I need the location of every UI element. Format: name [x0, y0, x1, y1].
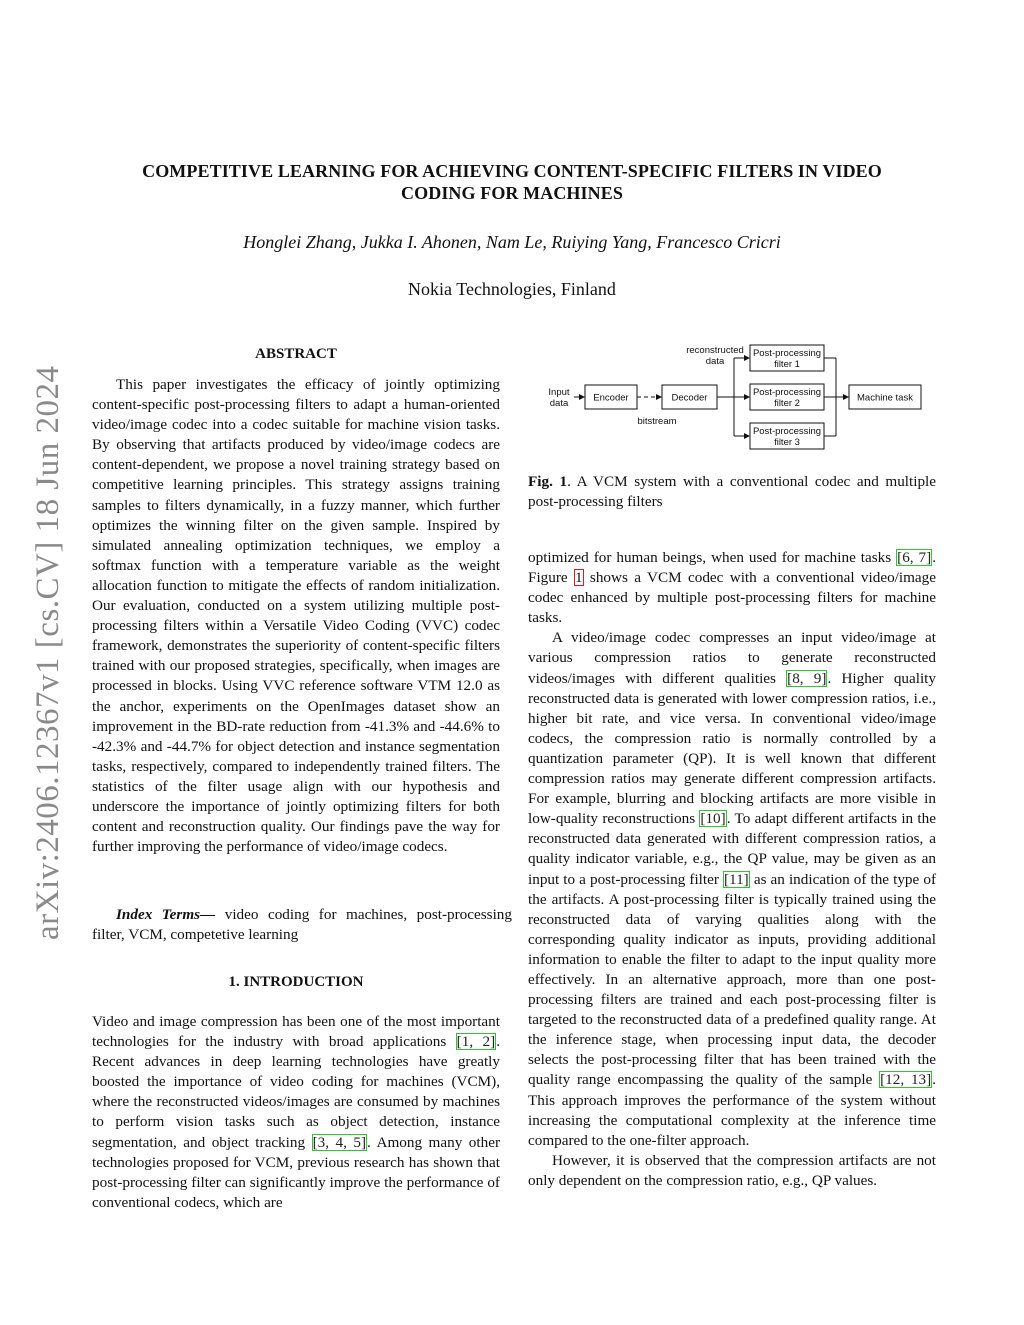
bitstream-label: bitstream: [637, 416, 677, 427]
body-text: However, it is observed that the compression artifacts are not only dependent on the compression ratio, e.g., QP values.: [528, 1151, 936, 1189]
right-column-body: [528, 548, 936, 1191]
intro-text: . Recent advances in deep learning technologies have greatly boosted the importance of video coding for machines (VCM), where the reconstructed videos/images are consumed by machines to perform vision tasks such as object detection, instance segmentation, and object tracking: [92, 1033, 500, 1151]
intro-text: . Among many other technologies proposed for VCM, previous research has shown that post-processing filter can significantly improve the performance of conventional codecs, which are: [92, 1133, 500, 1211]
body-text: . Figure: [528, 549, 936, 587]
body-text: shows a VCM codec with a conventional video/image codec enhanced by multiple post-processing filters for machine tasks.: [528, 569, 936, 627]
title-line-1: COMPETITIVE LEARNING FOR ACHIEVING CONTENT-SPECIFIC FILTERS IN VIDEO: [142, 161, 882, 181]
index-terms-label: Index Terms—: [116, 906, 216, 923]
title-line-2: CODING FOR MACHINES: [401, 183, 623, 203]
intro-body: [92, 1012, 500, 1213]
citation-link[interactable]: [12, 13]: [880, 1071, 932, 1089]
index-terms: [92, 905, 512, 945]
authors: Honglei Zhang, Jukka I. Ahonen, Nam Le, Ruiying Yang, Francesco Cricri: [243, 232, 781, 252]
citation-link[interactable]: [3, 4, 5]: [312, 1133, 367, 1151]
decoder-label: Decoder: [671, 392, 708, 404]
caption-text: . A VCM system with a conventional codec and multiple post-processing filters: [528, 473, 936, 511]
figure-1-diagram: [528, 337, 936, 457]
ppf3-label: filter 3: [774, 437, 800, 448]
citation-link[interactable]: [1, 2]: [456, 1033, 496, 1051]
input-data-label: data: [549, 398, 569, 409]
paper-title: [80, 160, 944, 204]
abstract-heading: ABSTRACT: [255, 346, 337, 362]
index-terms-text: video coding for machines, post-processing filter, VCM, competetive learning: [92, 906, 512, 944]
abstract-body: [92, 375, 500, 857]
arxiv-watermark: arXiv:2406.12367v1 [cs.CV] 18 Jun 2024: [30, 365, 66, 940]
citation-link[interactable]: [10]: [700, 810, 726, 828]
reconstructed-label: reconstructed: [686, 345, 744, 356]
abstract-text: This paper investigates the efficacy of jointly optimizing content-specific post-processing filters to adapt a human-oriented video/image codec into a codec suitable for machine vision tasks. By observing that artifacts produced by video/image codecs are content-dependent, we propose a novel training strategy based on competitive learning principles. This strategy assigns training samples to filters dynamically, in a fuzzy manner, which further optimizes the winning filter on the given sample. Inspired by simulated annealing optimization techniques, we employ a softmax function with a temperature variable as the weight allocation function to mitigate the effects of random initialization. Our evaluation, conducted on a system utilizing multiple post-processing filters within a Versatile Video Coding (VVC) codec framework, demonstrates the superiority of content-specific filters trained with our proposed strategies, specifically, when images are processed in blocks. Using VVC reference software VTM 12.0 as the anchor, experiments on the OpenImages dataset show an improvement in the BD-rate reduction from -41.3% and -44.6% to -42.3% and -44.7% for object detection and instance segmentation tasks, respectively, compared to independently trained filters. The statistics of the filter usage align with our hypothesis and underscore the importance of jointly optimizing filters for both content and reconstruction quality. Our findings pave the way for further improving the performance of video/image codecs.: [92, 376, 500, 856]
figure-ref-link[interactable]: 1: [575, 569, 583, 587]
body-text: A video/image codec compresses an input video/image at various compression ratios to generate reconstructed videos/images with different qualities: [528, 629, 936, 687]
citation-link[interactable]: [11]: [724, 870, 749, 888]
input-label: Input: [548, 387, 570, 398]
body-text: optimized for human beings, when used for machine tasks: [528, 549, 897, 566]
ppf2-label: filter 2: [774, 398, 800, 409]
vcm-system-diagram: [528, 337, 936, 457]
citation-link[interactable]: [6, 7]: [897, 549, 932, 566]
body-text: . To adapt different artifacts in the reconstructed data generated with different compression ratios, a quality indicator variable, e.g., the QP value, may be given as an input to a post-processing filter: [528, 810, 936, 888]
affiliation: Nokia Technologies, Finland: [408, 279, 616, 299]
encoder-label: Encoder: [593, 392, 629, 404]
intro-heading: 1. INTRODUCTION: [228, 974, 364, 990]
caption-label: Fig. 1: [528, 473, 568, 490]
reconstructed-data-label: data: [705, 356, 725, 367]
ppf1-title: Post-processing: [752, 348, 822, 359]
body-text: as an indication of the type of the artifacts. A post-processing filter is typically trained using the reconstructed data of varying qualities along with the corresponding quality indicator as inputs, providing additional information to enable the filter to adapt to the input quality more effectively. In an alternative approach, more than one post-processing filters are trained and each post-processing filter is targeted to the reconstructed data of a predefined quality range. At the inference stage, when processing input data, the decoder selects the post-processing filter that has been trained with the quality range encompassing the quality of the sample: [528, 870, 936, 1089]
ppf3-title: Post-processing: [752, 426, 822, 437]
machine-task-label: Machine task: [857, 392, 913, 404]
figure-1-caption: [528, 472, 936, 512]
ppf1-label: filter 1: [774, 359, 800, 370]
body-text: . Higher quality reconstructed data is generated with lower compression ratios, i.e., higher bit rate, and vice versa. In conventional video/image codecs, the compression ratio is normally controlled by a quantization parameter (QP). It is well known that different compression ratios may generate different compression artifacts. For example, blurring and blocking artifacts are more visible in low-quality reconstructions: [528, 669, 936, 828]
citation-link[interactable]: [8, 9]: [787, 669, 827, 687]
body-text: . This approach improves the performance of the system without increasing the computational complexity at the inference time compared to the one-filter approach.: [528, 1071, 936, 1149]
ppf2-title: Post-processing: [752, 387, 822, 398]
intro-text: Video and image compression has been one of the most important technologies for the industry with broad applications: [92, 1013, 500, 1051]
